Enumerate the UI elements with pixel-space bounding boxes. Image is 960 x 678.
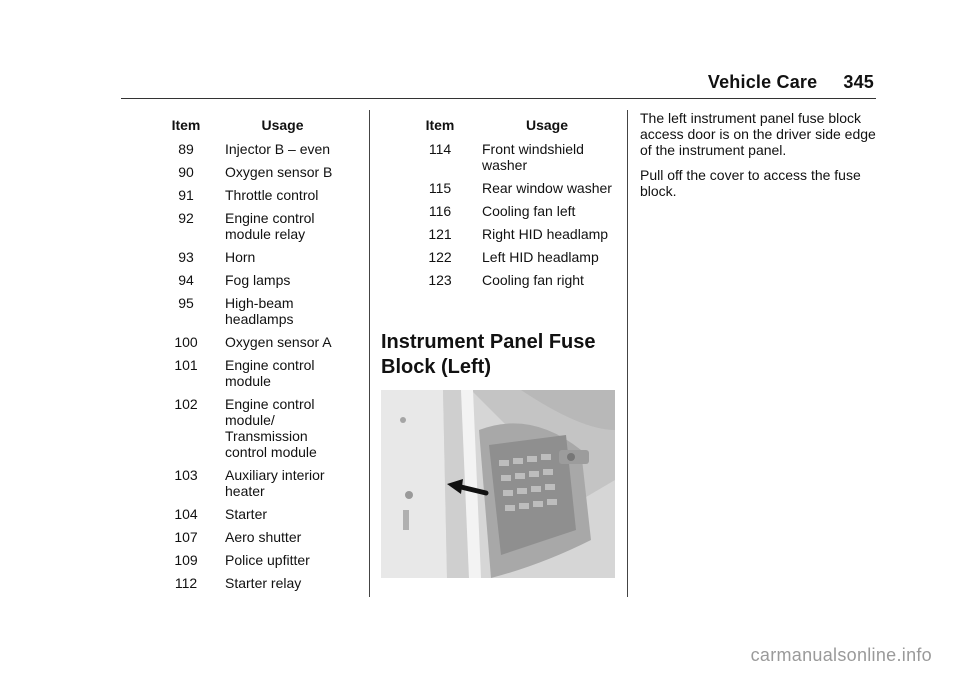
usage-column-header: Usage [261,117,304,133]
item-number: 101 [174,357,198,373]
item-usage: Engine control module/ Transmission control module [225,396,317,460]
item-number: 93 [178,249,194,265]
section-heading: Instrument Panel Fuse Block (Left) [381,331,596,378]
item-usage: Oxygen sensor B [225,164,333,180]
item-usage: Cooling fan left [482,203,576,219]
table-row [406,180,612,203]
item-usage: Starter [225,506,268,522]
table-row [406,203,612,226]
table-row [406,249,612,272]
table-row [153,396,340,467]
table-row [406,226,612,249]
item-number: 121 [428,226,452,242]
table-row [153,141,340,164]
table-row [153,187,340,210]
section-title: Vehicle Care [707,72,818,92]
item-usage: Engine control module [225,357,315,389]
item-number: 116 [428,203,452,219]
item-usage: Starter relay [225,575,302,591]
header-rule [121,98,876,99]
table-header-row [406,117,612,141]
table-row [153,295,340,334]
fuse-table-middle [406,117,612,295]
column-divider [627,110,628,597]
item-usage: Throttle control [225,187,319,203]
item-usage: Front windshield washer [482,141,584,173]
table-row [406,272,612,295]
table-row [153,506,340,529]
item-usage: Horn [225,249,256,265]
item-number: 107 [174,529,198,545]
table-row [153,164,340,187]
page-header-title [708,72,874,93]
table-row [153,552,340,575]
item-number: 95 [178,295,194,311]
item-number: 122 [428,249,452,265]
item-number: 89 [178,141,194,157]
table-row [153,249,340,272]
item-number: 100 [174,334,198,350]
item-number: 104 [174,506,198,522]
table-row [153,210,340,249]
column-divider [369,110,370,597]
page-number: 345 [843,72,874,92]
table-row [153,357,340,396]
table-row [153,467,340,506]
item-number: 90 [178,164,194,180]
table-row [153,575,340,598]
item-number: 91 [178,187,194,203]
item-usage: High-beam headlamps [225,295,294,327]
item-number: 114 [428,141,452,157]
item-usage: Oxygen sensor A [225,334,332,350]
item-usage: Auxiliary interior heater [225,467,325,499]
item-number: 102 [174,396,198,412]
item-number: 109 [174,552,198,568]
item-number: 112 [174,575,198,591]
item-usage: Injector B – even [225,141,331,157]
item-number: 115 [428,180,452,196]
item-usage: Right HID headlamp [482,226,609,242]
item-usage: Aero shutter [225,529,302,545]
item-usage: Police upfitter [225,552,310,568]
table-row [153,529,340,552]
item-number: 103 [174,467,198,483]
fuse-table-left [153,117,340,598]
item-column-header: Item [171,117,201,133]
watermark: carmanualsonline.info [750,645,932,665]
body-text [640,110,885,208]
paragraph: Pull off the cover to access the fuse block. [640,167,861,199]
paragraph: The left instrument panel fuse block access door is on the driver side edge of the instrument panel. [640,110,876,158]
item-number: 92 [178,210,194,226]
item-column-header: Item [425,117,455,133]
fuse-block-photo [381,390,615,578]
item-usage: Left HID headlamp [482,249,599,265]
item-number: 94 [178,272,194,288]
table-header-row [153,117,340,141]
item-usage: Fog lamps [225,272,291,288]
table-row [406,141,612,180]
table-row [153,272,340,295]
item-usage: Engine control module relay [225,210,315,242]
item-number: 123 [428,272,452,288]
table-row [153,334,340,357]
item-usage: Cooling fan right [482,272,584,288]
usage-column-header: Usage [525,117,569,133]
item-usage: Rear window washer [482,180,612,196]
